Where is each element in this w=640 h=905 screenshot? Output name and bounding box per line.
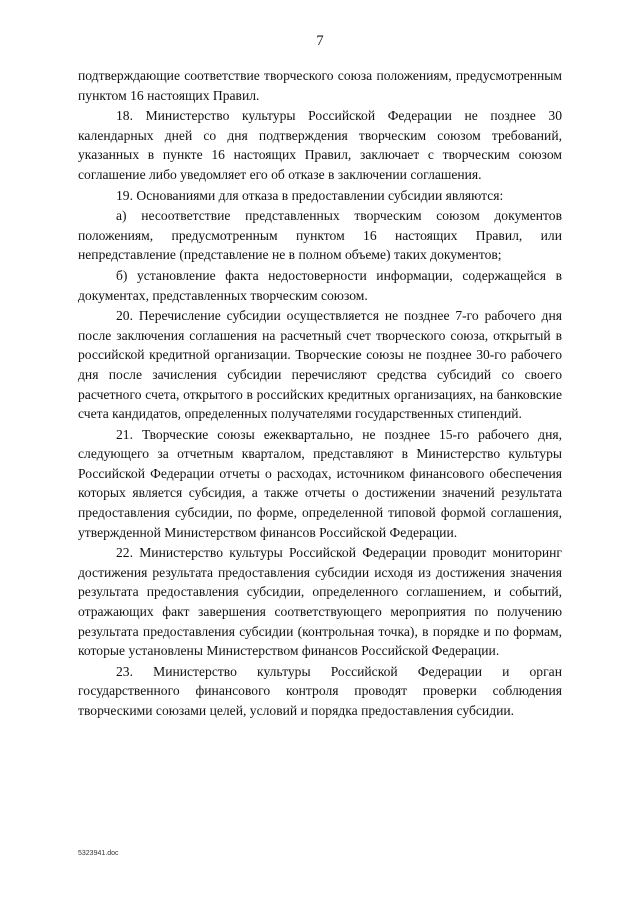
paragraph-22: 22. Министерство культуры Российской Федерации проводит мониторинг достижения результата предоставления субсидии исходя из достижения значения результата предоставления субсидии, определенного соглашением, и событий, отражающих факт завершения соответствующего мероприятия по получению результата предоставления субсидии (контрольная точка), в порядке и по формам, которые установлены Министерством финансов Российской Федерации. [78,545,562,659]
footer-filename: 5323941.doc [78,850,119,857]
paragraph-19-a: а) несоответствие представленных творческим союзом документов положениям, предусмотренным пунктом 16 настоящих Правил, или непредставление (представление не в полном объеме) таких документов; [78,208,562,263]
paragraph-19: 19. Основаниями для отказа в предоставлении субсидии являются: [116,187,504,203]
paragraph-18: 18. Министерство культуры Российской Федерации не позднее 30 календарных дней со дня подтверждения творческим союзом требований, указанных в пункте 16 настоящих Правил, заключает с творческим союзом соглашение либо уведомляет его об отказе в заключении соглашения. [78,108,562,182]
paragraph-continuation: подтверждающие соответствие творческого союза положениям, предусмотренным пунктом 16 настоящих Правил. [78,68,562,103]
paragraph-23: 23. Министерство культуры Российской Федерации и орган государственного финансового контроля проводят проверки соблюдения творческими союзами целей, условий и порядка предоставления субсидии. [78,663,562,718]
page-number: 7 [316,33,324,49]
document-body [78,66,562,722]
paragraph-21: 21. Творческие союзы ежеквартально, не позднее 15-го рабочего дня, следующего за отчетным кварталом, представляют в Министерство культуры Российской Федерации отчеты о расходах, источником финансового обеспечения которых является субсидия, а также отчеты о достижении значений результата предоставления субсидии, по форме, определенной типовой формой соглашения, утвержденной Министерством финансов Российской Федерации. [78,426,562,540]
paragraph-19-b: б) установление факта недостоверности информации, содержащейся в документах, представленных творческим союзом. [78,267,562,303]
paragraph-20: 20. Перечисление субсидии осуществляется не позднее 7-го рабочего дня после заключения соглашения на расчетный счет творческого союза, открытый в российской кредитной организации. Творческие союзы не позднее 30-го рабочего дня после зачисления субсидии перечисляют средства субсидий со своего расчетного счета, открытого в российских кредитных организациях, на банковские счета кандидатов, определенных получателями государственных стипендий. [78,308,562,422]
